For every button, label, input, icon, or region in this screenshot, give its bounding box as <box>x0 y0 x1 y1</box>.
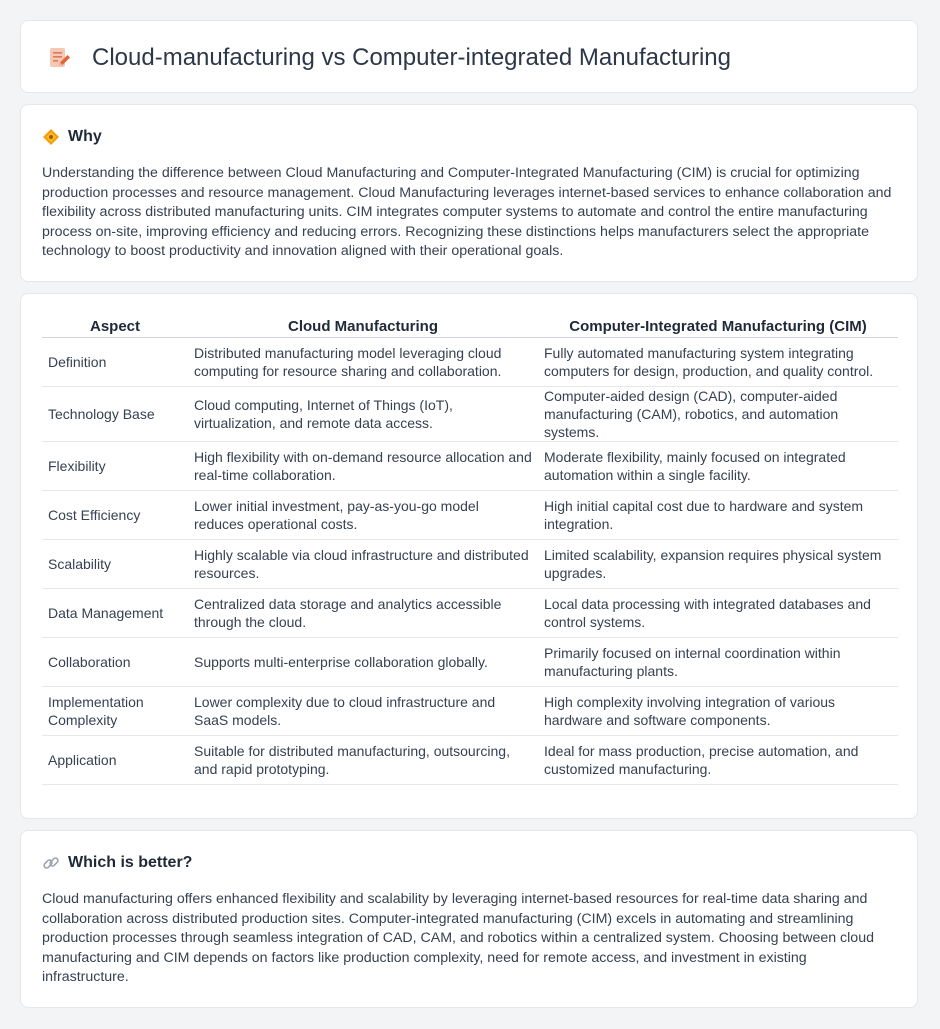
table-row <box>42 338 898 387</box>
table-row <box>42 442 898 491</box>
cloud-cell: Lower complexity due to cloud infrastructure and SaaS models. <box>188 687 538 736</box>
comparison-section <box>20 293 918 819</box>
cim-cell: High complexity involving integration of various hardware and software components. <box>538 687 898 736</box>
header-cim: Computer-Integrated Manufacturing (CIM) <box>538 315 898 338</box>
why-heading <box>42 126 102 148</box>
cloud-cell: Cloud computing, Internet of Things (IoT), virtualization, and remote data access. <box>188 387 538 442</box>
document-edit-icon <box>47 46 71 70</box>
cloud-cell: Lower initial investment, pay-as-you-go model reduces operational costs. <box>188 491 538 540</box>
aspect-cell: Flexibility <box>42 442 188 491</box>
comparison-table <box>42 315 898 785</box>
table-header-row <box>42 315 898 338</box>
cim-cell: Ideal for mass production, precise automation, and customized manufacturing. <box>538 736 898 785</box>
title-card <box>20 20 918 93</box>
why-title: Why <box>68 128 102 145</box>
aspect-cell: Cost Efficiency <box>42 491 188 540</box>
aspect-cell: Scalability <box>42 540 188 589</box>
aspect-cell: Collaboration <box>42 638 188 687</box>
better-heading <box>42 852 192 874</box>
aspect-cell: Application <box>42 736 188 785</box>
why-section <box>20 104 918 282</box>
cim-cell: Fully automated manufacturing system integrating computers for design, production, and quality control. <box>538 338 898 387</box>
cim-cell: Limited scalability, expansion requires physical system upgrades. <box>538 540 898 589</box>
aspect-cell: Technology Base <box>42 387 188 442</box>
header-aspect: Aspect <box>42 315 188 338</box>
why-text: Understanding the difference between Cloud Manufacturing and Computer-Integrated Manufacturing (CIM) is crucial for optimizing production processes and resource management. Cloud Manufacturing leverages internet-based services to enhance collaboration and flexibility across distributed manufacturing units. CIM integrates computer systems to automate and control the entire manufacturing process on-site, improving efficiency and reducing errors. Recognizing these distinctions helps manufacturers select the appropriate technology to boost productivity and innovation aligned with their operational goals. <box>42 165 892 260</box>
link-icon <box>42 854 60 872</box>
cloud-cell: Distributed manufacturing model leveraging cloud computing for resource sharing and collaboration. <box>188 338 538 387</box>
cim-cell: Computer-aided design (CAD), computer-aided manufacturing (CAM), robotics, and automation systems. <box>538 387 898 442</box>
table-row <box>42 491 898 540</box>
cloud-cell: High flexibility with on-demand resource allocation and real-time collaboration. <box>188 442 538 491</box>
table-row <box>42 540 898 589</box>
cloud-cell: Supports multi-enterprise collaboration globally. <box>188 638 538 687</box>
header-cloud: Cloud Manufacturing <box>188 315 538 338</box>
table-row <box>42 589 898 638</box>
table-row <box>42 387 898 442</box>
better-title: Which is better? <box>68 854 193 871</box>
cloud-cell: Centralized data storage and analytics accessible through the cloud. <box>188 589 538 638</box>
which-is-better-section <box>20 830 918 1008</box>
better-text: Cloud manufacturing offers enhanced flexibility and scalability by leveraging internet-based resources for real-time data sharing and collaboration across distributed production sites. Computer-integrated manufacturing (CIM) excels in automating and streamlining production processes through seamless integration of CAD, CAM, and robotics within a centralized system. Choosing between cloud manufacturing and CIM depends on factors like production complexity, need for remote access, and investment in existing infrastructure. <box>42 891 874 986</box>
cim-cell: Local data processing with integrated databases and control systems. <box>538 589 898 638</box>
cloud-cell: Suitable for distributed manufacturing, outsourcing, and rapid prototyping. <box>188 736 538 785</box>
aspect-cell: Definition <box>42 338 188 387</box>
table-row <box>42 638 898 687</box>
aspect-cell: Implementation Complexity <box>42 687 188 736</box>
table-row <box>42 687 898 736</box>
cloud-cell: Highly scalable via cloud infrastructure and distributed resources. <box>188 540 538 589</box>
cim-cell: High initial capital cost due to hardware and system integration. <box>538 491 898 540</box>
aspect-cell: Data Management <box>42 589 188 638</box>
diamond-icon <box>42 128 60 146</box>
table-row <box>42 736 898 785</box>
cim-cell: Primarily focused on internal coordination within manufacturing plants. <box>538 638 898 687</box>
page-title: Cloud-manufacturing vs Computer-integrated Manufacturing <box>92 44 731 71</box>
cim-cell: Moderate flexibility, mainly focused on integrated automation within a single facility. <box>538 442 898 491</box>
